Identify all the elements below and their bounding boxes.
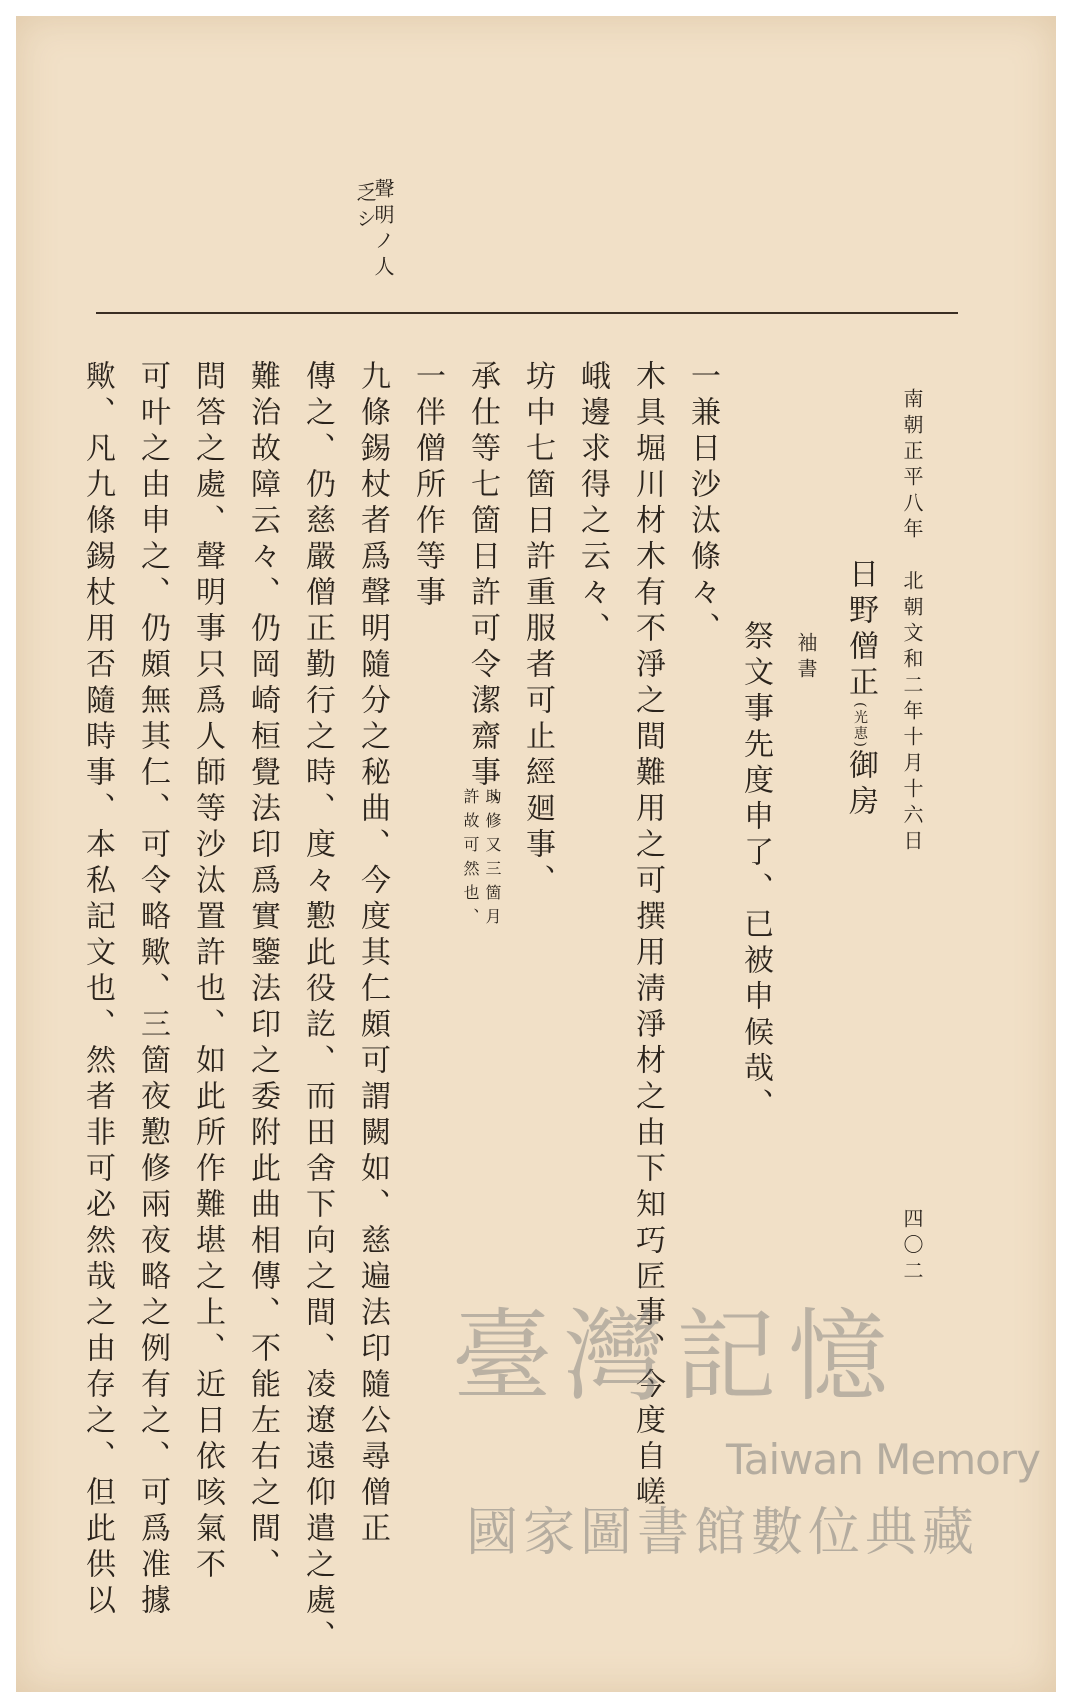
item-line-3: 峨邊求得之云々、 <box>575 360 610 648</box>
item-line-9: 難治故障云々、仍岡崎桓覺法印爲實鑒法印之委附此曲相傳、不能左右之間、 <box>245 360 280 1584</box>
item-line-5 <box>465 360 500 828</box>
item-line-8: 傳之、仍慈嚴僧正勤行之時、度々懃此役訖、而田舍下向之間、凌遼遠仰遣之處、 <box>300 360 335 1656</box>
item-line-7: 九條錫杖者爲聲明隨分之秘曲、今度其仁頗可謂闕如、慈遍法印隨公尋僧正 <box>355 360 390 1548</box>
sleeve-label: 袖書 <box>794 632 818 684</box>
addressee-line <box>843 558 878 821</box>
addressee-title: 日野僧正 <box>843 558 878 702</box>
item-line-1: 一兼日沙汰條々、 <box>685 360 720 648</box>
era-date: 南朝正平八年 北朝文和二年十月十六日 <box>900 388 924 856</box>
addressee-gloss: (光恵) <box>852 702 868 749</box>
item-line-2: 木具堀川材木有不淨之間難用之可撰用淸淨材之由下知巧匠事、今度自嵯 <box>630 360 665 1512</box>
addressee-honorific: 御房 <box>843 748 878 821</box>
item-line-10: 問答之處、聲明事只爲人師等沙汰置許也、如此所作難堪之上、近日依咳氣不 <box>190 360 225 1584</box>
item-line-5-note-b: 許故可然也、 <box>461 788 480 932</box>
horizontal-rule <box>96 312 958 314</box>
margin-note-line1: 聲明ノ人 <box>371 178 395 282</box>
item-line-11: 可叶之由申之、仍頗無其仁、可令略歟、三箇夜懃修兩夜略之例有之、可爲准據 <box>135 360 170 1620</box>
margin-note-line2: 乏シ <box>353 182 377 234</box>
item-line-4: 坊中七箇日許重服者可止經廻事、 <box>520 360 555 900</box>
item-line-6: 一伴僧所作等事 <box>410 360 445 612</box>
watermark-taiwan-memory-cn: 臺灣記憶 <box>452 1298 900 1415</box>
watermark-library-name: 國家圖書館數位典藏 <box>466 1503 980 1563</box>
page-number: 四〇二 <box>900 1208 924 1286</box>
watermark-taiwan-memory-en: Taiwan Memory <box>726 1435 1040 1484</box>
sleeve-text: 祭文事先度申了、已被申候哉、 <box>738 620 773 1124</box>
item-line-5-text: 承仕等七箇日許可令潔齋事、 <box>465 360 500 828</box>
item-line-12: 歟、凡九條錫杖用否隨時事、本私記文也、然者非可必然哉之由存之、但此供以 <box>80 360 115 1620</box>
item-line-5-note-a: 助修又三箇月 <box>483 788 502 932</box>
